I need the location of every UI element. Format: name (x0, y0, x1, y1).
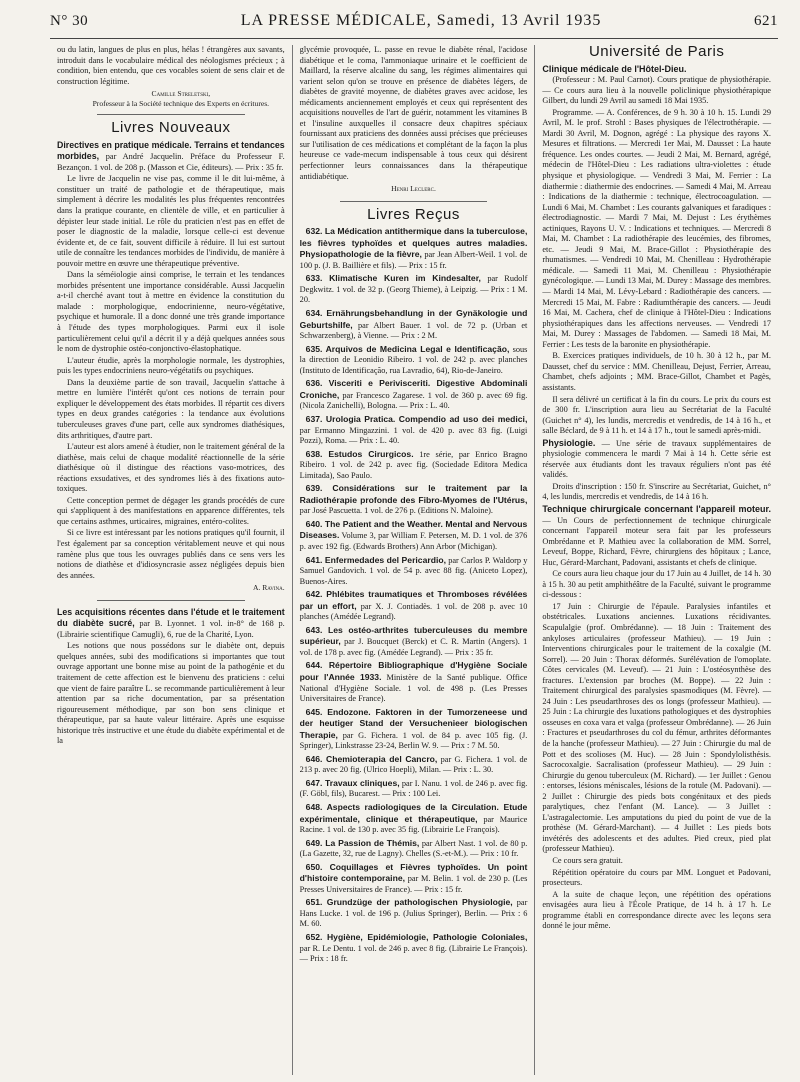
book-entry (300, 802, 528, 836)
notice-2-title: Physiologie. (542, 437, 596, 448)
book-entry (300, 589, 528, 623)
book-ref: par Albert Bauer. 1 vol. de 72 p. (Urban et Schwarzenberg), à Vienne. — Prix : 2 M. (299, 320, 528, 341)
page-number-right: 621 (754, 13, 778, 29)
book-entry (300, 344, 528, 377)
book-ref: par Hans Lucke. 1 vol. de 196 p. (Julius Springer), Berlin. — Prix : 6 M. 60. (299, 898, 528, 929)
author-signature (77, 89, 285, 108)
book-ref: Volume 3, par William F. Petersen, M. D. 1 vol. de 376 p. avec 192 fig. (Edwards Brothers) Ann Arbor (Michigan). (299, 531, 528, 551)
book-title: 642. Phlébites traumatiques et Thromboses révélées par un effort, (299, 589, 528, 611)
book-ref: sous la direction de Leonidio Ribeiro. 1 vol. de 242 p. avec planches (Instituto de Identificação, rua Lavradio, 64), Rio-de-Janeiro. (299, 344, 528, 375)
review-1-body (57, 174, 285, 581)
book-ref: par G. Fichera. 1 vol. de 84 p. avec 105 fig. (J. Springer), Linkstrasse 23-24, Berlin W. 9. — Prix : 7 M. 50. (299, 730, 528, 751)
review-paragraph: Le livre de Jacquelin ne vise pas, comme il le dit lui-même, à constituer un traité de pathologie et de thérapeutique, mais simplement à décrire les modalités les plus fréquentes rencontrées dans la pratique courante, en clientèle de ville, et en particulier à dépister leur stade initial. Le rôle du praticien n'est pas en effet de poser le diagnostic de la maladie, lorsque celle-ci est devenue évidente et, de ce fait, souvent difficile à réduire. Il lui est surtout utile de connaître les tendances morbides de l'individu, de manière à pouvoir mettre en œuvre une thérapeutique préventive. (57, 174, 285, 268)
review-paragraph: L'auteur est alors amené à étudier, non le traitement général de la diathèse, mais celui de chaque modalité réactionnelle de la série diathésique où il distingue des réactions vaso-motrices, des réactions exsudatives, et des syndromes liés à des fixations auto-toxiques. (57, 442, 285, 494)
review-1-title: Directives en pratique médicale. Terrains et tendances morbides, (57, 139, 285, 162)
review-2-continued: glycémie provoquée, L. passe en revue le diabète rénal, l'acidose diabétique et le coma, l'ammoniaque urinaire et le coefficient de Maillard, la réserve alcaline du sang, les régimes alimentaires qui varient selon qu'on se trouve en présence de diabètes légers, de diabètes de gravité moyenne, de diabètes graves avec acidose, les médicaments anciennement employés et ceux qui représentent des acquisitions nouvelles de l'art de guérir, notamment les vitamines B et l'insuline auxquelles il consacre deux chapitres spéciaux fournissant aux praticiens des données aussi précises que précieuses sur l'utilisation de ces médications et complétant de la façon la plus heureuse ce vade-mecum indispensable à tous ceux qui désirent perfectionner leurs connaissances dans la thérapeutique antidiabétique. (299, 45, 528, 181)
notice-paragraph: (Professeur : M. Paul Carnot). Cours pratique de physiothérapie. — Ce cours aura lieu à la nouvelle policlinique physiothérapique Gilbert, du lundi 29 Avril au samedi 18 Mai 1935. (542, 75, 771, 106)
book-title: 632. La Médication antithermique dans la tuberculose, les fièvres typhoïdes et quelques autres maladies. Physiopathologie de la fièvre, (299, 226, 528, 260)
divider (97, 600, 245, 601)
book-entry (300, 226, 528, 271)
book-title: 650. Coquillages et Fièvres typhoïdes. Un point d'histoire contemporaine, (299, 861, 528, 884)
notice-paragraph: 17 Juin : Chirurgie de l'épaule. Paralysies infantiles et obstétricales. Luxations anciennes. Luxations récidivantes. Scapulalgie (prof. Ombrédanne). — 18 Juin : Traitement des ankyloses articulaires (professeur Mathieu). — 19 Juin : Interventions chirurgicales pour le traitement de la coxalgie (M. Sorrel). — 20 Juin : Thorax déformés. Surélévation de l'omoplate. Côtes cervicales (M. Leveuf). — 21 Juin : L'ostéosynthèse des fractures. L'extension par broches (M. Boppe). — 22 Juin : Traitement chirurgical des paralysies spasmodiques (M. Fèvre). — 24 Juin : Les pseudarthroses des os longs (professeur Mathieu). — 25 Juin : La chirurgie des luxations pathologiques et des dystrophies osseuses en coxa vara et valga (professeur Ombrédanne). — 26 Juin : Fractures et pseudarthroses du col du fémur, arthrites déformantes de la hanche (professeur Mathieu). — 27 Juin : Chirurgie du mal de Pott et des scolioses (M. Huc). — 28 Juin : Spondylolisthésis. Sacrocoxalgie. Sacralisation (professeur Mathieu). — 29 Juin : Chirurgie du genou tuberculeux (M. Richard). — 1er Juillet : Genou : entorses, lésions méniscales, lésions de la rotule (M. Padovani). — 2 Juillet : Chirurgie des pieds bots congénitaux et des pieds paralytiques, chez l'enfant (M. Lance). — 3 Juillet : L'astragalectomie. Les amputations du pied du point de vue de la prothèse (M. Gérard-Marchant). — 4 Juillet : Les pieds bots invétérés des adolescents et des adultes. Pied creux, pied plat (professeur Mathieu). (542, 601, 771, 854)
divider (340, 201, 488, 202)
review-1-signature: A. Ravina. (252, 583, 285, 593)
review-2-signature: Henri Leclerc. (391, 184, 436, 194)
review-1-heading (57, 140, 285, 174)
book-title: 643. Les ostéo-arthrites tuberculeuses du membre supérieur, (299, 624, 528, 647)
book-title: 640. The Patient and the Weather. Mental and Nervous Diseases. (299, 518, 528, 541)
book-entry (300, 778, 528, 800)
author-role: Professeur à la Société technique des Experts en écritures. (92, 98, 270, 108)
received-books-list (300, 226, 528, 964)
book-entry (300, 862, 528, 896)
notice-paragraph: A la suite de chaque leçon, une répétition des opérations envisagées aura lieu à l'École Pratique, de 14 h. à 17 h. Le programme établi en correspondance directe avec les leçons sera donné le jour même. (542, 889, 771, 931)
book-title: 649. La Passion de Thémis, (305, 837, 420, 848)
book-entry (300, 932, 528, 965)
article-tail: ou du latin, langues de plus en plus, hélas ! étrangères aux savants, introduit dans le vocabulaire médical des néologismes précieux ; à condition, bien entendu, que ces vocables soient de sens clair et de construction légitime. (57, 45, 285, 86)
book-title: 633. Klimatische Kuren im Kindesalter, (305, 273, 481, 284)
section-title-livres-recus: Livres Reçus (367, 205, 460, 223)
book-ref: Ministère de la Santé publique. Office National d'Hygiène Sociale. 1 vol. de 498 p. (Les Presses Universitaires de France). (299, 672, 528, 704)
book-title: 637. Urologia Pratica. Compendio ad uso dei medici, (305, 413, 528, 424)
book-entry (300, 519, 528, 553)
book-ref: par I. Nanu. 1 vol. de 246 p. avec fig. (F. Göbl, fils), Bucarest. — Prix : 100 Lei. (299, 778, 528, 799)
review-paragraph: Dans la séméiologie ainsi comprise, le terrain et les tendances morbides présentent une importance considérable. Aussi Jacquelin a-t-il cherché avant tout à mettre en évidence la constitution du malade : morphologique, endocrinienne, neuro-végétative, psychique et humorale. Il a donc donné une très grande importance à l'étude des types morphologiques. Parmi eux il isole particulièrement celui qu'il a décrit il y a déjà quelques années sous le nom de dystrophie ostéo-conjonctivo-élastophatique. (57, 270, 285, 354)
notice-paragraph: B. Exercices pratiques individuels, de 10 h. 30 à 12 h., par M. Dausset, chef du service : MM. Chenilleau, Dejust, Ferrier, Arreau, Chambet, chefs adjoints ; MM. Brace-Gillot, Chambet et Pagès, assistants. (542, 351, 771, 392)
book-entry (300, 308, 528, 342)
book-title: 638. Estudos Cirurgicos. (305, 448, 414, 459)
book-entry (300, 660, 528, 704)
notice-1-title: Clinique médicale de l'Hôtel-Dieu. (542, 63, 687, 74)
page-number-left: N° 30 (50, 13, 89, 29)
notice-paragraph: Ce cours sera gratuit. (552, 856, 623, 866)
book-title: 652. Hygiène, Epidémiologie, Pathologie Coloniales, (305, 932, 528, 943)
book-entry (300, 555, 528, 588)
review-2-title: Les acquisitions récentes dans l'étude et le traitement du diabète sucré, (57, 606, 285, 629)
book-ref: par Francesco Zagarese. 1 vol. de 360 p. avec 69 fig. (Nicola Zanichelli), Bologna. — Prix : L. 40. (299, 390, 528, 411)
column-2 (293, 45, 536, 1075)
review-1-ref: par André Jacquelin. Préface du Professeur F. Bezançon. 1 vol. de 208 p. (Masson et Cie, éditeurs). — Prix : 35 fr. (57, 152, 285, 172)
book-title: 647. Travaux cliniques, (305, 777, 400, 788)
book-ref: par José Pascuetta. 1 vol. de 276 p. (Editions N. Maloine). (299, 506, 493, 516)
notice-paragraph: Répétition opératoire du cours par MM. Longuet et Padovani, prosecteurs. (542, 867, 771, 888)
book-entry (300, 707, 528, 752)
journal-title: LA PRESSE MÉDICALE, Samedi, 13 Avril 1935 (240, 12, 602, 29)
author-name: Camille Streletski, (151, 89, 211, 99)
page-header (50, 12, 778, 39)
book-entry (300, 625, 528, 659)
notice-2 (542, 438, 771, 481)
book-entry (300, 838, 528, 860)
notice-paragraph: Ce cours aura lieu chaque jour du 17 Juin au 4 Juillet, de 14 h. 30 à 15 h. 30 au petit amphithéâtre de la Faculté, suivant le programme ci-dessous : (542, 569, 771, 600)
book-title: 648. Aspects radiologiques de la Circulation. Etude expérimentale, clinique et thérapeutique, (299, 802, 528, 824)
review-paragraph: Si ce livre est intéressant par les notions pratiques qu'il fournit, il l'est également par sa conception véritablement neuve et qui nous ramène plus que tous les ouvrages publiés dans ce sens vers les notions de diathèse et d'idiosyncrasie assez négligées depuis bien des années. (57, 528, 285, 580)
book-title: 641. Enfermedades del Pericardio, (305, 554, 446, 565)
book-ref: par X. J. Contiadès. 1 vol. de 208 p. avec 10 planches (Amédée Legrand). (299, 601, 528, 622)
book-title: 645. Endozone. Faktoren in der Tumorzeneese und der heutiger Stand der Versuchenieer biologischen Therapie, (299, 706, 528, 740)
section-title-universite: Université de Paris (588, 45, 725, 60)
book-ref: par J. Boucquet (Berck) et C. R. Martin (Angers). 1 vol. de 178 p. avec fig. (Amédée Legrand). — Prix : 35 fr. (299, 637, 528, 657)
review-2-heading (57, 607, 285, 641)
book-ref: par M. Belin. 1 vol. de 230 p. (Les Presses Universitaires de France). — Prix : 15 fr. (299, 874, 528, 894)
notice-paragraph: Il sera délivré un certificat à la fin du cours. Le prix du cours est de 300 fr. L'inscription aura lieu au Secrétariat de la Faculté (Guichet n° 4), les lundis, mercredis et vendredis, de 14 à 16 h., et salle Béclard, de 9 à 11 h. et 14 à 17 h., tout le samedi après-midi. (542, 394, 771, 436)
book-entry (300, 449, 528, 482)
book-ref: par Maurice Racine. 1 vol. de 130 p. avec 35 fig. (Librairie Le François). (299, 814, 528, 835)
notice-3-text: — Un Cours de perfectionnement de technique chirurgicale concernant l'appareil moteur sera fait par les professeurs Ombrédanne et P. Mathieu avec la collaboration de MM. Sorrel, Leveuf, Boppe, Richard, Fèvre, chirurgiens des hôpitaux ; Lance, Huc, Gérard-Marchant, Padovani, assistants et chefs de clinique. (542, 515, 771, 567)
book-entry (300, 483, 528, 517)
review-paragraph: Cette conception permet de dégager les grands procédés de cure qui s'appliquent à des manifestations en apparence différentes, tels que certains asthmes, urticaires, migraines, entéro-colites. (57, 495, 285, 526)
review-paragraph: Dans la deuxième partie de son travail, Jacquelin s'attache à mettre en lumière l'intérêt qu'ont ces notions de terrain pour expliquer le développement des états morbides. Il répartit ces divers types en deux grandes catégories : la tendance aux évolutions tuberculeuses graves d'une part, celle aux syndromes diathésiques, dits arthritiques, d'autre part. (57, 377, 285, 440)
book-entry (300, 754, 528, 776)
book-entry (300, 897, 528, 930)
book-ref: par Rudolf Degkwitz. 1 vol. de 32 p. (Georg Thieme), à Leipzig. — Prix : 1 M. 20. (299, 274, 528, 305)
notice-2-text: — Une série de travaux supplémentaires de physiologie commencera le mardi 7 Mai à 14 h. Cette série est réservée aux étudiants dont les travaux réguliers n'ont pas été validés. (542, 438, 771, 480)
book-entry (300, 414, 528, 447)
notice-paragraph: Programme. — A. Conférences, de 9 h. 30 à 10 h. 15. Lundi 29 Avril, M. le prof. Strohl : Bases physiques de l'électrothérapie. — Mardi 30 Avril, M. Dognon, agrégé : La physique des rayons X. Mesures et filtrations. — Mercredi 1er Mai, M. Dausset : La haute fréquence. Les ondes courtes. — Jeudi 2 Mai, M. Bernard, agrégé, médecin de l'Hôtel-Dieu : Les radiations ultra-violettes : étude physique et physiologique. — Vendredi 3 Mai, M. Ferrier : La diathermie : diathermie des endocrines. — Samedi 4 Mai, M. Arreau : Indications de la diathermie : technique, électrocoagulation. — Lundi 6 Mai, M. Chambet : Les courants galvaniques et faradiques : électrodiagnostic. — Mardi 7 Mai, M. Dejust : Les érythèmes actiniques, Rayons U. V. : Indications et techniques. — Mercredi 8 Mai, M. Chambet : La radiothérapie des leucémies, des fibromes, etc. — Jeudi 9 Mai, M. Brace-Gillot : Physiothérapie des rhumatismes. — Vendredi 10 Mai, M. Chenilleau : Hydrothérapie médicale. — Samedi 11 Mai, M. Chenilleau : Physiothérapie gynécologique. — Lundi 13 Mai, M. Durey : Massage des membres. — Mardi 14 Mai, M. Lévy-Lebard : Radiothérapie des cancers. — Mercredi 15 Mai, M. Fabre : Radiumthérapie des cancers. — Jeudi 16 Mai, M. Cachera, chef de clinique à l'Hôtel-Dieu : Indications physiothérapiques dans les affections nerveuses. — Vendredi 17 Mai, M. Durey : Massages de l'abdomen. — Samedi 18 Mai, M. Ferrier : Les tests de la baronite en physiothérapie. (542, 107, 771, 349)
review-paragraph: L'auteur étudie, après la morphologie normale, les dystrophies, puis les types endocriniens neuro-végétatifs ou psychiques. (57, 355, 285, 376)
column-1 (50, 45, 293, 1075)
book-title: 651. Grundzüge der pathologischen Physiologie, (305, 897, 513, 908)
book-ref: par G. Fichera. 1 vol. de 213 p. avec 20 fig. (Ulrico Hoepli), Milan. — Prix : L. 30. (299, 754, 528, 775)
notice-paragraph: Droits d'inscription : 150 fr. S'inscrire au Secrétariat, Guichet, n° 4, les lundis, mercredis et vendredis, de 14 à 16 h. (542, 481, 771, 502)
book-entry (300, 273, 528, 306)
book-title: 636. Visceriti e Perivisceriti. Digestive Abdominali Croniche, (299, 378, 528, 400)
book-ref: par Ermanno Mingazzini. 1 vol. de 420 p. avec 83 fig. (Luigi Pozzi), Roma. — Prix : L. 40. (299, 425, 528, 446)
book-ref: 1re série, par Enrico Bragno Ribeiro. 1 vol. de 242 p. avec fig. (Sociedade Editora Medica Limitada), Sao Paulo. (299, 449, 528, 480)
review-paragraph: Les notions que nous possédons sur le diabète ont, depuis quelques années, subi des modifications si importantes que tout ouvrage apportant une bonne mise au point de la pathogénie et du traitement de cette affection est le bienvenu des praticiens : celui que vient de faire paraître L. se recommande particulièrement à leur attention par sa riche documentation, par sa présentation rigoureusement méthodique, par son bon sens clinique et thérapeutique, par sa haute valeur littéraire. Après une esquisse historique très instructive et une étude du diabète expérimental et de la (57, 641, 285, 746)
section-title-livres-nouveaux: Livres Nouveaux (111, 119, 231, 137)
book-ref: par Albert Nast. 1 vol. de 80 p. (La Gazette, 32, rue de Lagny). Chelles (S.-et-M.). — Prix : 10 fr. (299, 838, 528, 859)
book-ref: par R. Le Dentu. 1 vol. de 246 p. avec 8 fig. (Librairie Le François). — Prix : 18 fr. (299, 943, 528, 964)
book-title: 634. Ernährungsbehandlung in der Gynäkologie und Geburtshilfe, (299, 308, 528, 330)
review-2-ref: par B. Lyonnet. 1 vol. in-8° de 168 p. (Librairie scientifique Camugli), 6, rue de la Charité, Lyon. (57, 619, 285, 639)
book-ref: par Jean Albert-Weil. 1 vol. de 100 p. (J. B. Baillière et fils). — Prix : 15 fr. (299, 250, 528, 270)
columns (50, 45, 778, 1075)
book-title: 639. Considérations sur le traitement par la Radiothérapie profonde des Fibro-Myomes de l'Utérus, (299, 483, 528, 505)
divider (97, 114, 245, 115)
notice-3-title: Technique chirurgicale concernant l'appareil moteur. (542, 503, 771, 514)
notice-3 (542, 504, 771, 568)
book-title: 646. Chemioterapia del Cancro, (305, 753, 438, 764)
book-ref: par Carlos P. Waldorp y Samuel Gandovich. 1 vol. de 54 p. avec 88 fig. (Aniceto Lopez), Buenos-Aires. (299, 555, 528, 586)
book-title: 635. Arquivos de Medicina Legal e Identificação, (305, 343, 510, 354)
book-entry (300, 378, 528, 412)
column-3 (535, 45, 778, 1075)
book-title: 644. Répertoire Bibliographique d'Hygiène Sociale pour l'Année 1933. (299, 660, 528, 682)
